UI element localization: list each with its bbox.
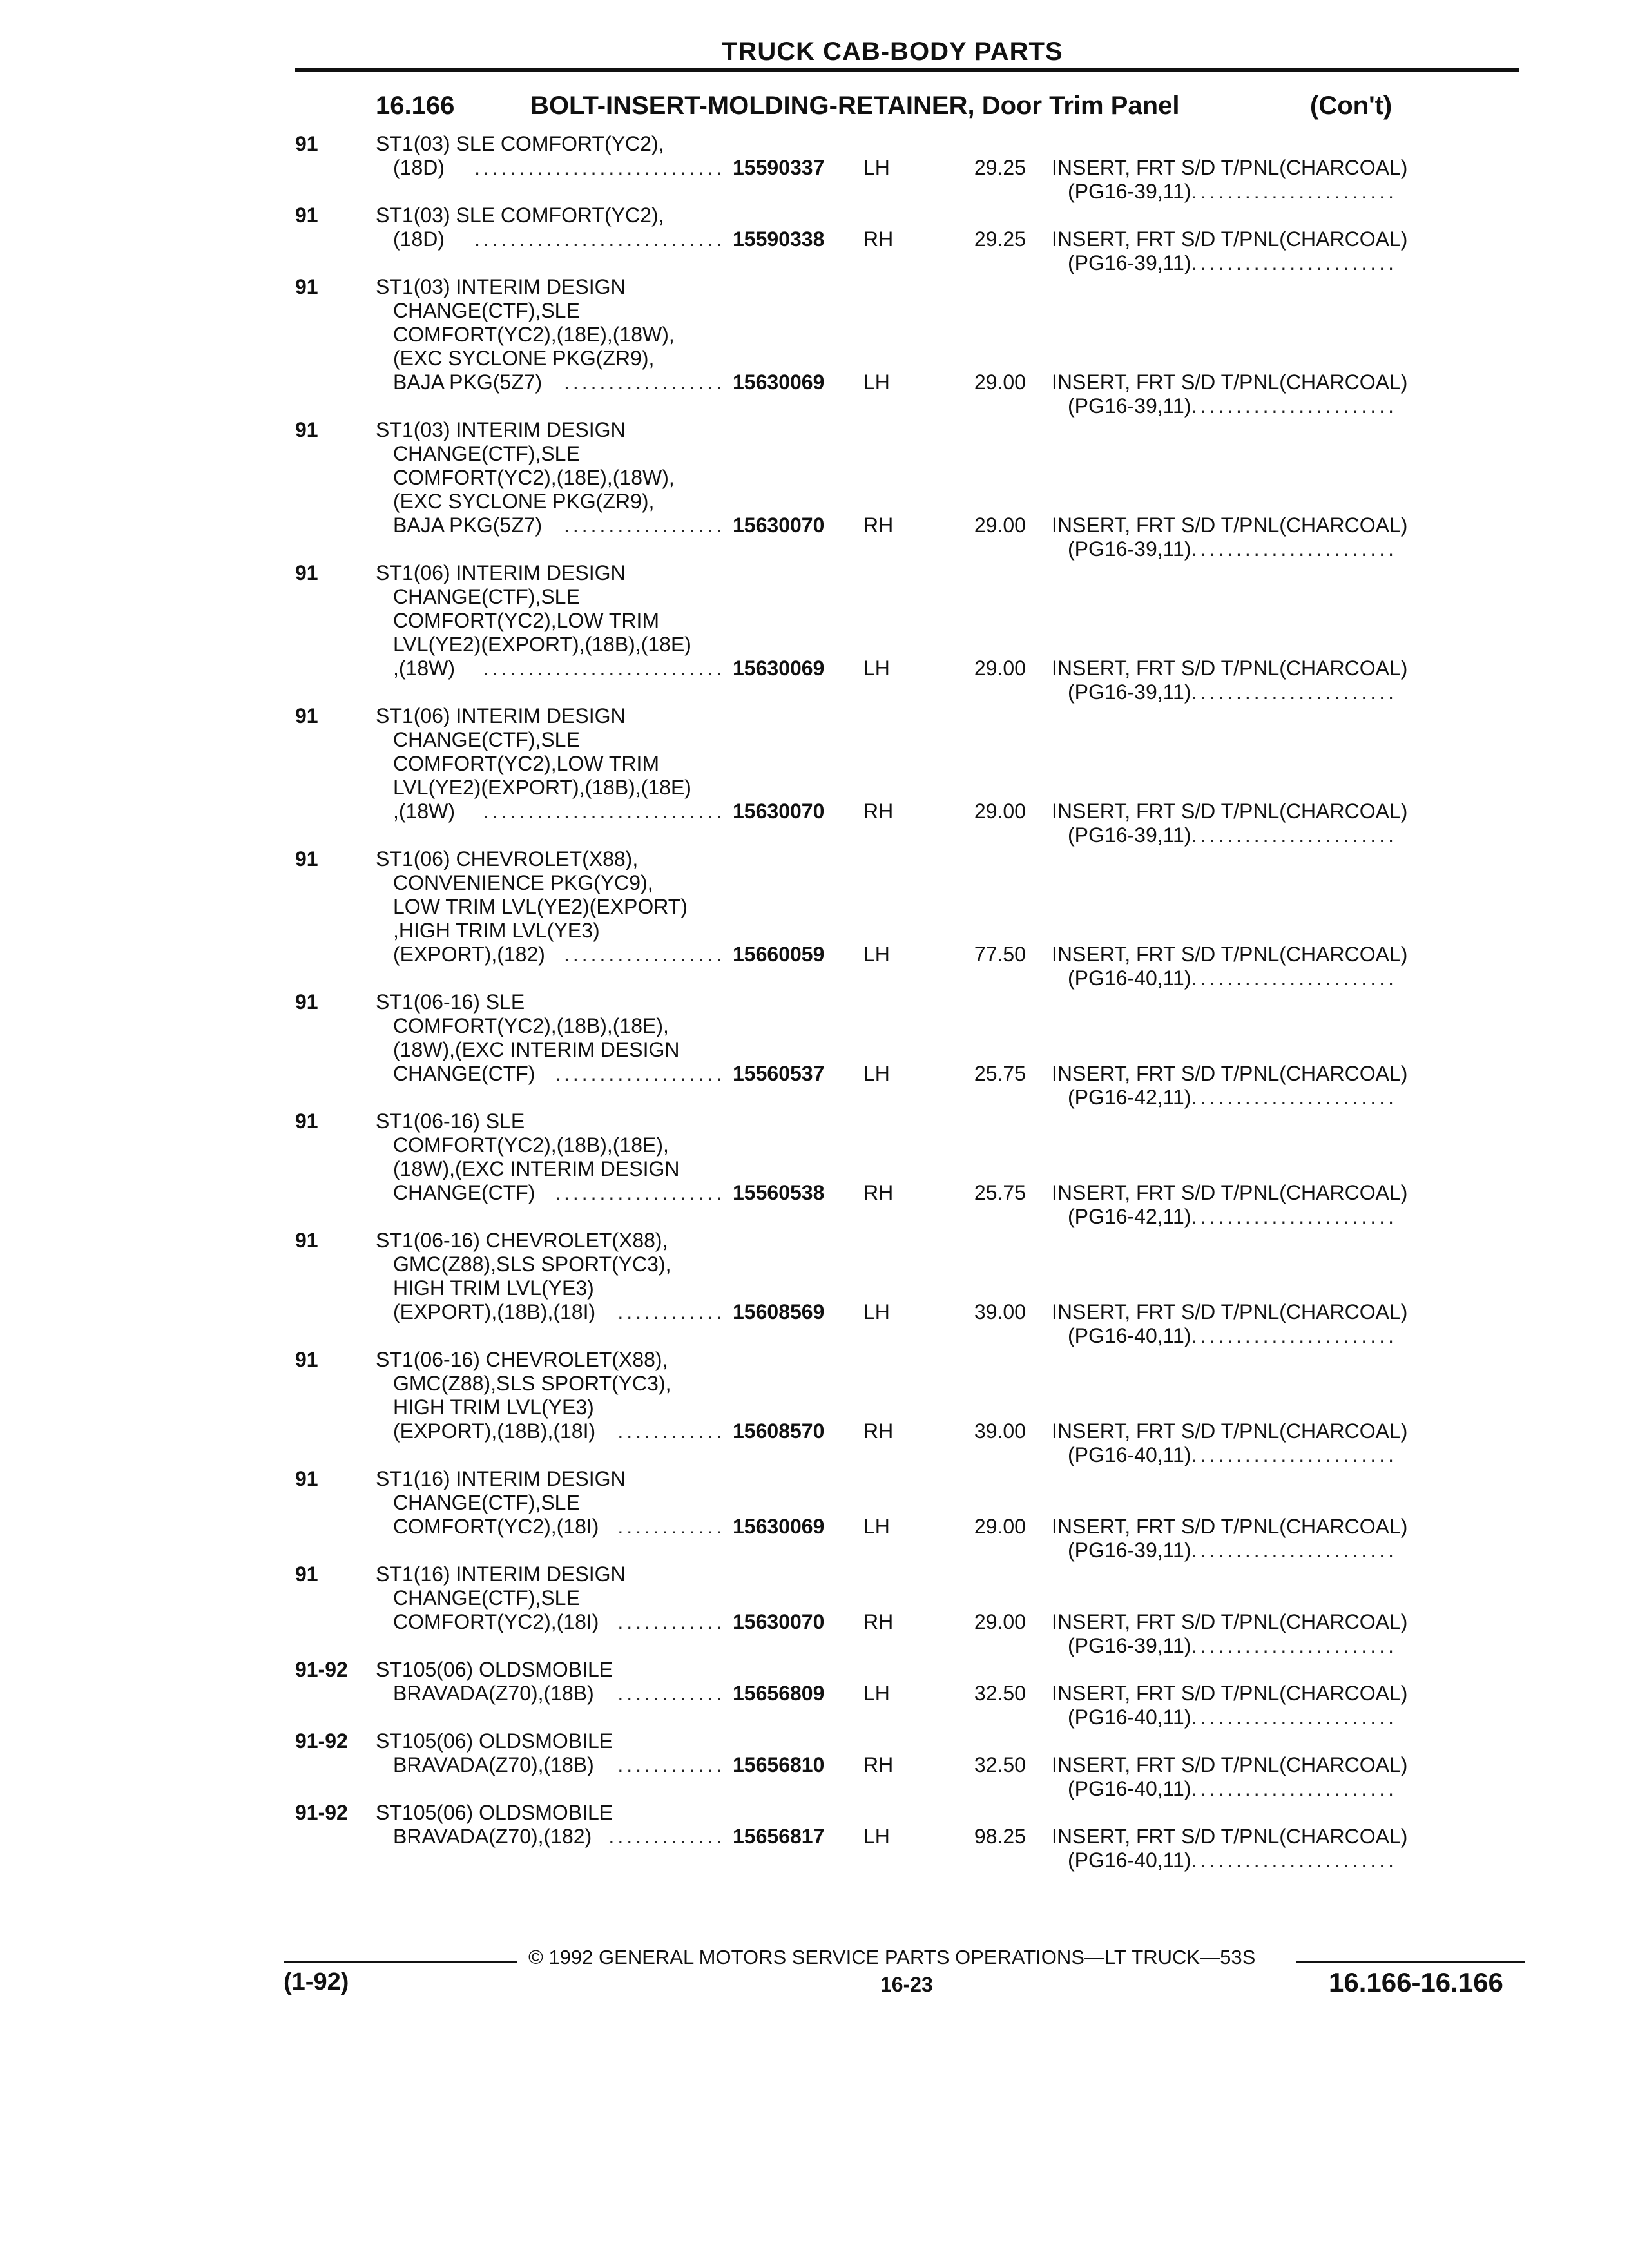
side-indicator: LH (863, 156, 890, 179)
price: 25.75 (974, 1181, 1026, 1204)
side-indicator: LH (863, 1825, 890, 1848)
model-year: 91 (295, 561, 318, 584)
side-indicator: RH (863, 800, 894, 823)
dot-leader: ....................... (1191, 1539, 1397, 1562)
dot-leader: ....................... (1191, 823, 1397, 847)
list-item (0, 1348, 1629, 1467)
illustration-reference (1068, 251, 1519, 275)
application-line: BRAVADA(Z70),(182) (393, 1825, 592, 1848)
application-line: COMFORT(YC2),LOW TRIM (393, 752, 660, 775)
footer-date: (1-92) (284, 1968, 349, 1995)
illustration-reference (1068, 680, 1519, 704)
application-line: ST1(03) INTERIM DESIGN (376, 275, 626, 298)
application-line: CHANGE(CTF),SLE (393, 299, 580, 322)
price: 29.00 (974, 1515, 1026, 1538)
list-item (0, 1658, 1629, 1729)
application-line: CHANGE(CTF),SLE (393, 585, 580, 608)
illustration-reference-text: (PG16-39,11) (1068, 1539, 1191, 1562)
application-line: ST1(06-16) SLE (376, 1110, 525, 1133)
list-item (0, 990, 1629, 1110)
application-line: ,HIGH TRIM LVL(YE3) (393, 919, 600, 942)
dot-leader: ............ (617, 1610, 725, 1633)
part-number: 15608569 (733, 1300, 825, 1323)
application-line: CHANGE(CTF) (393, 1062, 535, 1085)
illustration-reference-text: (PG16-40,11) (1068, 1443, 1191, 1466)
application-line: ST1(06-16) SLE (376, 990, 525, 1014)
model-year: 91 (295, 704, 318, 727)
price: 25.75 (974, 1062, 1026, 1085)
part-number: 15630070 (733, 1610, 825, 1633)
side-indicator: LH (863, 1682, 890, 1705)
price: 29.25 (974, 227, 1026, 251)
side-indicator: LH (863, 1300, 890, 1323)
side-indicator: RH (863, 1419, 894, 1443)
dot-leader: ....................... (1191, 1086, 1397, 1109)
part-number: 15656810 (733, 1753, 825, 1776)
application-line: (EXPORT),(182) (393, 943, 545, 966)
application-line: BAJA PKG(5Z7) (393, 370, 543, 394)
application-line: GMC(Z88),SLS SPORT(YC3), (393, 1372, 671, 1395)
illustration-reference (1068, 537, 1519, 561)
section-name: BOLT-INSERT-MOLDING-RETAINER, Door Trim Panel (530, 91, 1180, 120)
section-continued: (Con't) (1310, 91, 1393, 120)
illustration-reference-text: (PG16-40,11) (1068, 966, 1191, 990)
list-item (0, 418, 1629, 561)
application-line: LOW TRIM LVL(YE2)(EXPORT) (393, 895, 688, 918)
illustration-reference-text: (PG16-39,11) (1068, 1634, 1191, 1657)
illustration-reference (1068, 180, 1519, 204)
illustration-reference-text: (PG16-39,11) (1068, 251, 1191, 274)
model-year: 91 (295, 1229, 318, 1252)
price: 32.50 (974, 1753, 1026, 1776)
application-line: COMFORT(YC2),LOW TRIM (393, 609, 660, 632)
application-line: CHANGE(CTF),SLE (393, 1586, 580, 1610)
model-year: 91 (295, 1562, 318, 1586)
illustration-reference (1068, 1086, 1519, 1110)
application-line: (18W),(EXC INTERIM DESIGN (393, 1038, 680, 1061)
dot-leader: ....................... (1191, 1849, 1397, 1872)
model-year: 91 (295, 132, 318, 155)
price: 77.50 (974, 943, 1026, 966)
part-number: 15630069 (733, 370, 825, 394)
dot-leader: ............ (617, 1682, 725, 1705)
illustration-reference (1068, 1324, 1519, 1348)
list-item (0, 275, 1629, 418)
footer-rule-right (1296, 1961, 1525, 1963)
section-heading (376, 91, 1392, 120)
dot-leader: ....................... (1191, 1777, 1397, 1800)
illustration-reference (1068, 1205, 1519, 1229)
model-year: 91 (295, 418, 318, 441)
footer-page-number: 16-23 (880, 1973, 933, 1996)
application-line: ST1(06-16) CHEVROLET(X88), (376, 1229, 668, 1252)
part-description: INSERT, FRT S/D T/PNL(CHARCOAL) (1052, 800, 1408, 823)
illustration-reference-text: (PG16-39,11) (1068, 823, 1191, 847)
section-number: 16.166 (376, 91, 455, 120)
application-line: ST105(06) OLDSMOBILE (376, 1801, 613, 1824)
part-description: INSERT, FRT S/D T/PNL(CHARCOAL) (1052, 943, 1408, 966)
illustration-reference-text: (PG16-42,11) (1068, 1205, 1191, 1228)
part-number: 15630069 (733, 1515, 825, 1538)
part-description: INSERT, FRT S/D T/PNL(CHARCOAL) (1052, 657, 1408, 680)
list-item (0, 1467, 1629, 1562)
part-description: INSERT, FRT S/D T/PNL(CHARCOAL) (1052, 1825, 1408, 1848)
application-line: ST1(06) INTERIM DESIGN (376, 704, 626, 727)
dot-leader: ....................... (1191, 1443, 1397, 1466)
part-number: 15630069 (733, 657, 825, 680)
model-year: 91-92 (295, 1801, 348, 1824)
dot-leader: ....................... (1191, 680, 1397, 704)
dot-leader: ....................... (1191, 537, 1397, 561)
model-year: 91 (295, 990, 318, 1014)
dot-leader: ................... (555, 1062, 725, 1085)
application-line: ,(18W) (393, 800, 455, 823)
model-year: 91 (295, 1467, 318, 1490)
application-line: ST1(06) CHEVROLET(X88), (376, 847, 639, 870)
price: 29.00 (974, 1610, 1026, 1633)
price: 29.00 (974, 514, 1026, 537)
part-number: 15608570 (733, 1419, 825, 1443)
dot-leader: ....................... (1191, 394, 1397, 418)
application-line: ST105(06) OLDSMOBILE (376, 1729, 613, 1753)
dot-leader: ....................... (1191, 180, 1397, 203)
list-item (0, 1801, 1629, 1872)
application-line: BAJA PKG(5Z7) (393, 514, 543, 537)
illustration-reference (1068, 1777, 1519, 1801)
part-number: 15560537 (733, 1062, 825, 1085)
model-year: 91-92 (295, 1658, 348, 1681)
application-line: (18D) (393, 156, 445, 179)
application-line: (EXPORT),(18B),(18I) (393, 1300, 596, 1323)
illustration-reference (1068, 1443, 1519, 1467)
illustration-reference-text: (PG16-39,11) (1068, 394, 1191, 418)
list-item (0, 561, 1629, 704)
part-description: INSERT, FRT S/D T/PNL(CHARCOAL) (1052, 1419, 1408, 1443)
dot-leader: ............................ (474, 156, 725, 179)
side-indicator: RH (863, 514, 894, 537)
application-line: ST1(03) SLE COMFORT(YC2), (376, 132, 664, 155)
application-line: ST105(06) OLDSMOBILE (376, 1658, 613, 1681)
part-number: 15660059 (733, 943, 825, 966)
application-line: (EXC SYCLONE PKG(ZR9), (393, 347, 655, 370)
side-indicator: LH (863, 1515, 890, 1538)
dot-leader: .................. (563, 370, 725, 394)
part-description: INSERT, FRT S/D T/PNL(CHARCOAL) (1052, 1062, 1408, 1085)
part-number: 15656809 (733, 1682, 825, 1705)
illustration-reference (1068, 1634, 1519, 1658)
application-line: ST1(03) INTERIM DESIGN (376, 418, 626, 441)
price: 29.00 (974, 657, 1026, 680)
application-line: ST1(06-16) CHEVROLET(X88), (376, 1348, 668, 1371)
part-description: INSERT, FRT S/D T/PNL(CHARCOAL) (1052, 227, 1408, 251)
application-line: CHANGE(CTF),SLE (393, 442, 580, 465)
part-description: INSERT, FRT S/D T/PNL(CHARCOAL) (1052, 514, 1408, 537)
dot-leader: .................. (563, 514, 725, 537)
list-item (0, 1110, 1629, 1229)
application-line: ,(18W) (393, 657, 455, 680)
dot-leader: ............. (608, 1825, 725, 1848)
dot-leader: ....................... (1191, 1324, 1397, 1347)
application-line: ST1(16) INTERIM DESIGN (376, 1562, 626, 1586)
side-indicator: LH (863, 943, 890, 966)
list-item (0, 204, 1629, 275)
part-description: INSERT, FRT S/D T/PNL(CHARCOAL) (1052, 1181, 1408, 1204)
illustration-reference-text: (PG16-40,11) (1068, 1849, 1191, 1872)
part-description: INSERT, FRT S/D T/PNL(CHARCOAL) (1052, 1300, 1408, 1323)
list-item (0, 1562, 1629, 1658)
side-indicator: LH (863, 370, 890, 394)
part-description: INSERT, FRT S/D T/PNL(CHARCOAL) (1052, 370, 1408, 394)
illustration-reference (1068, 966, 1519, 990)
dot-leader: ............ (617, 1419, 725, 1443)
dot-leader: ............ (617, 1515, 725, 1538)
application-line: (EXPORT),(18B),(18I) (393, 1419, 596, 1443)
illustration-reference (1068, 1849, 1519, 1872)
illustration-reference-text: (PG16-39,11) (1068, 537, 1191, 561)
application-line: ST1(06) INTERIM DESIGN (376, 561, 626, 584)
application-line: LVL(YE2)(EXPORT),(18B),(18E) (393, 776, 691, 799)
parts-list (0, 132, 1629, 1872)
dot-leader: ....................... (1191, 1706, 1397, 1729)
model-year: 91 (295, 1110, 318, 1133)
model-year: 91-92 (295, 1729, 348, 1753)
application-line: (18W),(EXC INTERIM DESIGN (393, 1157, 680, 1180)
dot-leader: ............ (617, 1300, 725, 1323)
side-indicator: RH (863, 1610, 894, 1633)
model-year: 91 (295, 1348, 318, 1371)
part-description: INSERT, FRT S/D T/PNL(CHARCOAL) (1052, 1682, 1408, 1705)
dot-leader: ....................... (1191, 1205, 1397, 1228)
list-item (0, 1729, 1629, 1801)
title-rule (295, 68, 1519, 72)
dot-leader: ....................... (1191, 966, 1397, 990)
application-line: LVL(YE2)(EXPORT),(18B),(18E) (393, 633, 691, 656)
part-description: INSERT, FRT S/D T/PNL(CHARCOAL) (1052, 1753, 1408, 1776)
footer-copyright: © 1992 GENERAL MOTORS SERVICE PARTS OPERATIONS—LT TRUCK—53S (528, 1946, 1256, 1968)
illustration-reference-text: (PG16-40,11) (1068, 1777, 1191, 1800)
application-line: GMC(Z88),SLS SPORT(YC3), (393, 1253, 671, 1276)
part-number: 15560538 (733, 1181, 825, 1204)
dot-leader: ................... (555, 1181, 725, 1204)
price: 29.00 (974, 370, 1026, 394)
application-line: COMFORT(YC2),(18E),(18W), (393, 466, 675, 489)
illustration-reference-text: (PG16-42,11) (1068, 1086, 1191, 1109)
model-year: 91 (295, 847, 318, 870)
illustration-reference (1068, 1706, 1519, 1729)
footer-section-range: 16.166-16.166 (1329, 1967, 1503, 1997)
model-year: 91 (295, 275, 318, 298)
application-line: (18D) (393, 227, 445, 251)
dot-leader: ............................ (474, 227, 725, 251)
dot-leader: ............ (617, 1753, 725, 1776)
price: 39.00 (974, 1419, 1026, 1443)
application-line: CHANGE(CTF) (393, 1181, 535, 1204)
part-number: 15590338 (733, 227, 825, 251)
illustration-reference-text: (PG16-39,11) (1068, 680, 1191, 704)
model-year: 91 (295, 204, 318, 227)
illustration-reference (1068, 394, 1519, 418)
application-line: HIGH TRIM LVL(YE3) (393, 1276, 594, 1300)
list-item (0, 1229, 1629, 1348)
side-indicator: LH (863, 1062, 890, 1085)
part-number: 15630070 (733, 514, 825, 537)
side-indicator: RH (863, 1753, 894, 1776)
dot-leader: ........................... (483, 800, 725, 823)
page-title: TRUCK CAB-BODY PARTS (722, 37, 1063, 66)
illustration-reference-text: (PG16-39,11) (1068, 180, 1191, 203)
application-line: ST1(03) SLE COMFORT(YC2), (376, 204, 664, 227)
part-number: 15630070 (733, 800, 825, 823)
application-line: CONVENIENCE PKG(YC9), (393, 871, 653, 894)
side-indicator: LH (863, 657, 890, 680)
footer-rule-left (284, 1961, 517, 1963)
application-line: BRAVADA(Z70),(18B) (393, 1682, 594, 1705)
part-description: INSERT, FRT S/D T/PNL(CHARCOAL) (1052, 156, 1408, 179)
side-indicator: RH (863, 1181, 894, 1204)
illustration-reference-text: (PG16-40,11) (1068, 1706, 1191, 1729)
dot-leader: ....................... (1191, 1634, 1397, 1657)
list-item (0, 847, 1629, 990)
application-line: (EXC SYCLONE PKG(ZR9), (393, 490, 655, 513)
price: 39.00 (974, 1300, 1026, 1323)
application-line: COMFORT(YC2),(18E),(18W), (393, 323, 675, 346)
price: 32.50 (974, 1682, 1026, 1705)
illustration-reference (1068, 823, 1519, 847)
application-line: CHANGE(CTF),SLE (393, 1491, 580, 1514)
part-number: 15590337 (733, 156, 825, 179)
application-line: BRAVADA(Z70),(18B) (393, 1753, 594, 1776)
dot-leader: ........................... (483, 657, 725, 680)
side-indicator: RH (863, 227, 894, 251)
application-line: COMFORT(YC2),(18B),(18E), (393, 1133, 669, 1157)
part-number: 15656817 (733, 1825, 825, 1848)
application-line: COMFORT(YC2),(18I) (393, 1610, 599, 1633)
application-line: HIGH TRIM LVL(YE3) (393, 1396, 594, 1419)
application-line: ST1(16) INTERIM DESIGN (376, 1467, 626, 1490)
price: 29.00 (974, 800, 1026, 823)
dot-leader: ....................... (1191, 251, 1397, 274)
part-description: INSERT, FRT S/D T/PNL(CHARCOAL) (1052, 1515, 1408, 1538)
list-item (0, 704, 1629, 847)
application-line: COMFORT(YC2),(18I) (393, 1515, 599, 1538)
price: 29.25 (974, 156, 1026, 179)
application-line: CHANGE(CTF),SLE (393, 728, 580, 751)
dot-leader: .................. (563, 943, 725, 966)
illustration-reference (1068, 1539, 1519, 1562)
price: 98.25 (974, 1825, 1026, 1848)
part-description: INSERT, FRT S/D T/PNL(CHARCOAL) (1052, 1610, 1408, 1633)
application-line: COMFORT(YC2),(18B),(18E), (393, 1014, 669, 1037)
list-item (0, 132, 1629, 204)
illustration-reference-text: (PG16-40,11) (1068, 1324, 1191, 1347)
